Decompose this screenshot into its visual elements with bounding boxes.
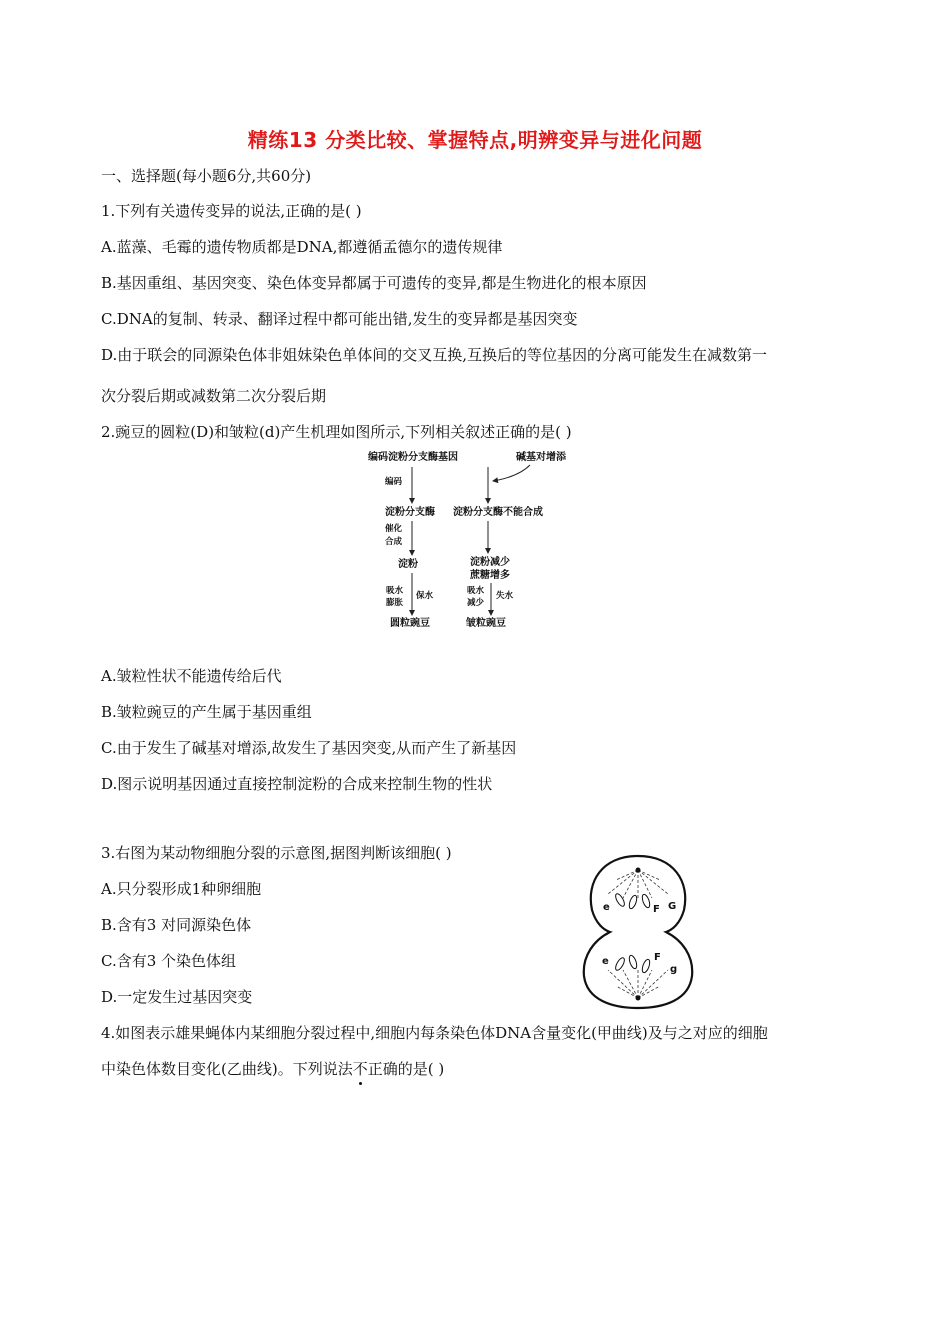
q1-option-c: C.DNA的复制、转录、翻译过程中都可能出错,发生的变异都是基因突变 <box>101 310 578 328</box>
diagram-right-arrow3-r: 失水 <box>496 591 514 601</box>
q4-stem-post: 正确的是( ) <box>367 1060 445 1078</box>
q4-stem-line2 <box>101 1058 444 1079</box>
gene-label-top-G: G <box>668 901 677 912</box>
gene-label-top-F: F <box>653 904 660 915</box>
cell-division-diagram <box>578 852 698 1012</box>
q4-stem-line1: 4.如图表示雄果蝇体内某细胞分裂过程中,细胞内每条染色体DNA含量变化(甲曲线)及与之对应的细胞 <box>101 1024 768 1042</box>
q1-option-d: D.由于联会的同源染色体非姐妹染色单体间的交叉互换,互换后的等位基因的分离可能发生在减数第一 <box>101 346 768 364</box>
q1-option-d-continued: 次分裂后期或减数第二次分裂后期 <box>101 387 327 405</box>
q2-option-a: A.皱粒性状不能遗传给后代 <box>101 667 282 685</box>
q3-option-a: A.只分裂形成1种卵细胞 <box>101 880 262 898</box>
diagram-arrow2-label-1: 催化 <box>385 524 403 534</box>
q2-option-c: C.由于发生了碱基对增添,故发生了基因突变,从而产生了新基因 <box>101 739 517 757</box>
q3-stem: 3.右图为某动物细胞分裂的示意图,据图判断该细胞( ) <box>101 844 452 862</box>
diagram-arrow1-label: 编码 <box>385 477 403 487</box>
diagram-left-mid: 淀粉分支酶 <box>385 507 435 518</box>
q1-option-a: A.蓝藻、毛霉的遗传物质都是DNA,都遵循孟德尔的遗传规律 <box>101 238 503 256</box>
gene-label-bottom-g: g <box>670 964 678 975</box>
diagram-left-top: 编码淀粉分支酶基因 <box>368 452 458 463</box>
chromosomes <box>614 892 651 973</box>
diagram-right-top: 碱基对增添 <box>516 452 566 463</box>
diagram-right-lower-2: 蔗糖增多 <box>470 570 510 581</box>
q2-option-d: D.图示说明基因通过直接控制淀粉的合成来控制生物的性状 <box>101 775 493 793</box>
diagram-arrow-mutation <box>493 465 530 481</box>
diagram-left-lower: 淀粉 <box>398 559 418 570</box>
pea-mechanism-diagram <box>360 445 590 635</box>
q4-stem-pre: 中染色体数目变化(乙曲线)。下列说法 <box>101 1060 353 1078</box>
diagram-right-arrow3-l2: 减少 <box>467 598 485 608</box>
q3-option-c: C.含有3 个染色体组 <box>101 952 237 970</box>
diagram-left-arrow3-l2: 膨胀 <box>386 598 404 608</box>
diagram-right-arrow3-l1: 吸水 <box>467 586 485 596</box>
q2-option-b: B.皱粒豌豆的产生属于基因重组 <box>101 703 312 721</box>
q1-stem: 1.下列有关遗传变异的说法,正确的是( ) <box>101 202 362 220</box>
diagram-left-arrow3-l1: 吸水 <box>386 586 404 596</box>
q1-option-b: B.基因重组、基因突变、染色体变异都属于可遗传的变异,都是生物进化的根本原因 <box>101 274 647 292</box>
diagram-arrow2-label-2: 合成 <box>385 537 403 547</box>
page-title: 精练13 分类比较、掌握特点,明辨变异与进化问题 <box>247 128 703 152</box>
diagram-left-arrow3-r: 保水 <box>416 591 434 601</box>
diagram-right-bottom: 皱粒豌豆 <box>466 618 506 629</box>
q3-option-b: B.含有3 对同源染色体 <box>101 916 252 934</box>
q2-stem: 2.豌豆的圆粒(D)和皱粒(d)产生机理如图所示,下列相关叙述正确的是( ) <box>101 423 572 441</box>
q3-option-d: D.一定发生过基因突变 <box>101 988 253 1006</box>
gene-label-bottom-e: e <box>602 956 609 967</box>
gene-label-top-e: e <box>603 902 610 913</box>
section-header: 一、选择题(每小题6分,共60分) <box>101 167 312 185</box>
q4-emphasis-not: 不 <box>352 1060 368 1078</box>
diagram-right-lower-1: 淀粉减少 <box>470 557 510 568</box>
diagram-right-mid: 淀粉分支酶不能合成 <box>453 507 543 518</box>
gene-label-bottom-F: F <box>654 952 661 963</box>
diagram-left-bottom: 圆粒豌豆 <box>390 618 430 629</box>
